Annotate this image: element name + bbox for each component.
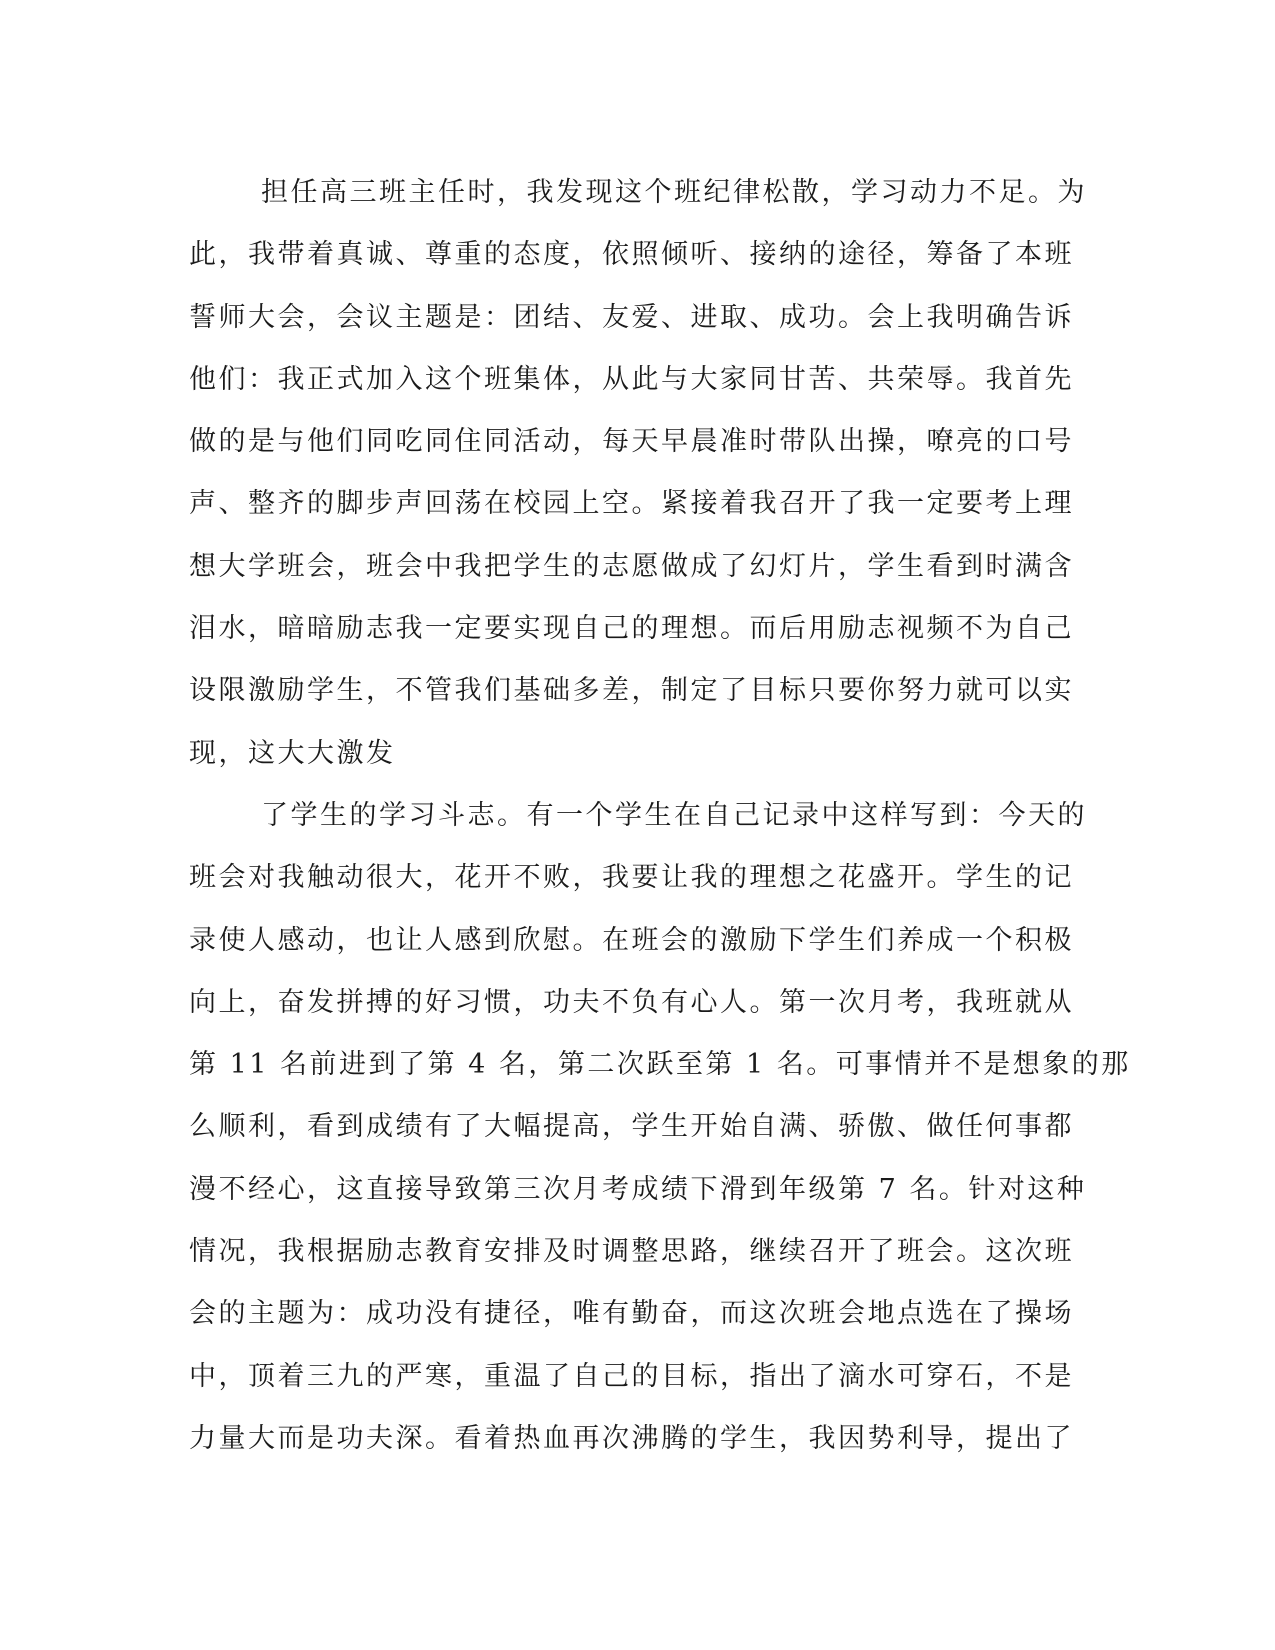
text-line: 向上，奋发拼搏的好习惯，功夫不负有心人。第一次月考，我班就从 — [189, 986, 1074, 1018]
text-line: 漫不经心，这直接导致第三次月考成绩下滑到年级第 7 名。针对这种 — [189, 1173, 1087, 1205]
text-line: 誓师大会，会议主题是：团结、友爱、进取、成功。会上我明确告诉 — [189, 301, 1074, 333]
text-line: 了学生的学习斗志。有一个学生在自己记录中这样写到：今天的 — [261, 799, 1087, 831]
text-line: 设限激励学生，不管我们基础多差，制定了目标只要你努力就可以实 — [189, 675, 1074, 707]
text-line: 录使人感动，也让人感到欣慰。在班会的激励下学生们养成一个积极 — [189, 924, 1074, 956]
text-line: 中，顶着三九的严寒，重温了自己的目标，指出了滴水可穿石，不是 — [189, 1360, 1074, 1392]
text-line: 此，我带着真诚、尊重的态度，依照倾听、接纳的途径，筹备了本班 — [189, 239, 1074, 271]
text-line: 声、整齐的脚步声回荡在校园上空。紧接着我召开了我一定要考上理 — [189, 488, 1074, 520]
text-line: 会的主题为：成功没有捷径，唯有勤奋，而这次班会地点选在了操场 — [189, 1298, 1074, 1330]
text-line: 第 11 名前进到了第 4 名，第二次跃至第 1 名。可事情并不是想象的那 — [189, 1049, 1131, 1081]
text-line: 情况，我根据励志教育安排及时调整思路，继续召开了班会。这次班 — [189, 1236, 1074, 1268]
text-line: 力量大而是功夫深。看着热血再次沸腾的学生，我因势利导，提出了 — [189, 1422, 1074, 1454]
text-line: 么顺利，看到成绩有了大幅提高，学生开始自满、骄傲、做任何事都 — [189, 1111, 1074, 1143]
body-text — [189, 162, 1131, 1470]
text-line: 担任高三班主任时，我发现这个班纪律松散，学习动力不足。为 — [261, 177, 1087, 208]
paragraph-1 — [189, 162, 1087, 785]
text-line: 班会对我触动很大，花开不败，我要让我的理想之花盛开。学生的记 — [189, 862, 1074, 894]
text-line: 他们：我正式加入这个班集体，从此与大家同甘苦、共荣辱。我首先 — [189, 363, 1074, 395]
text-line: 泪水，暗暗励志我一定要实现自己的理想。而后用励志视频不为自己 — [189, 613, 1074, 645]
text-line: 现，这大大激发 — [189, 737, 396, 769]
text-line: 做的是与他们同吃同住同活动，每天早晨准时带队出操，嘹亮的口号 — [189, 426, 1074, 458]
text-line: 想大学班会，班会中我把学生的志愿做成了幻灯片，学生看到时满含 — [189, 550, 1074, 582]
paragraph-2 — [189, 785, 1131, 1470]
